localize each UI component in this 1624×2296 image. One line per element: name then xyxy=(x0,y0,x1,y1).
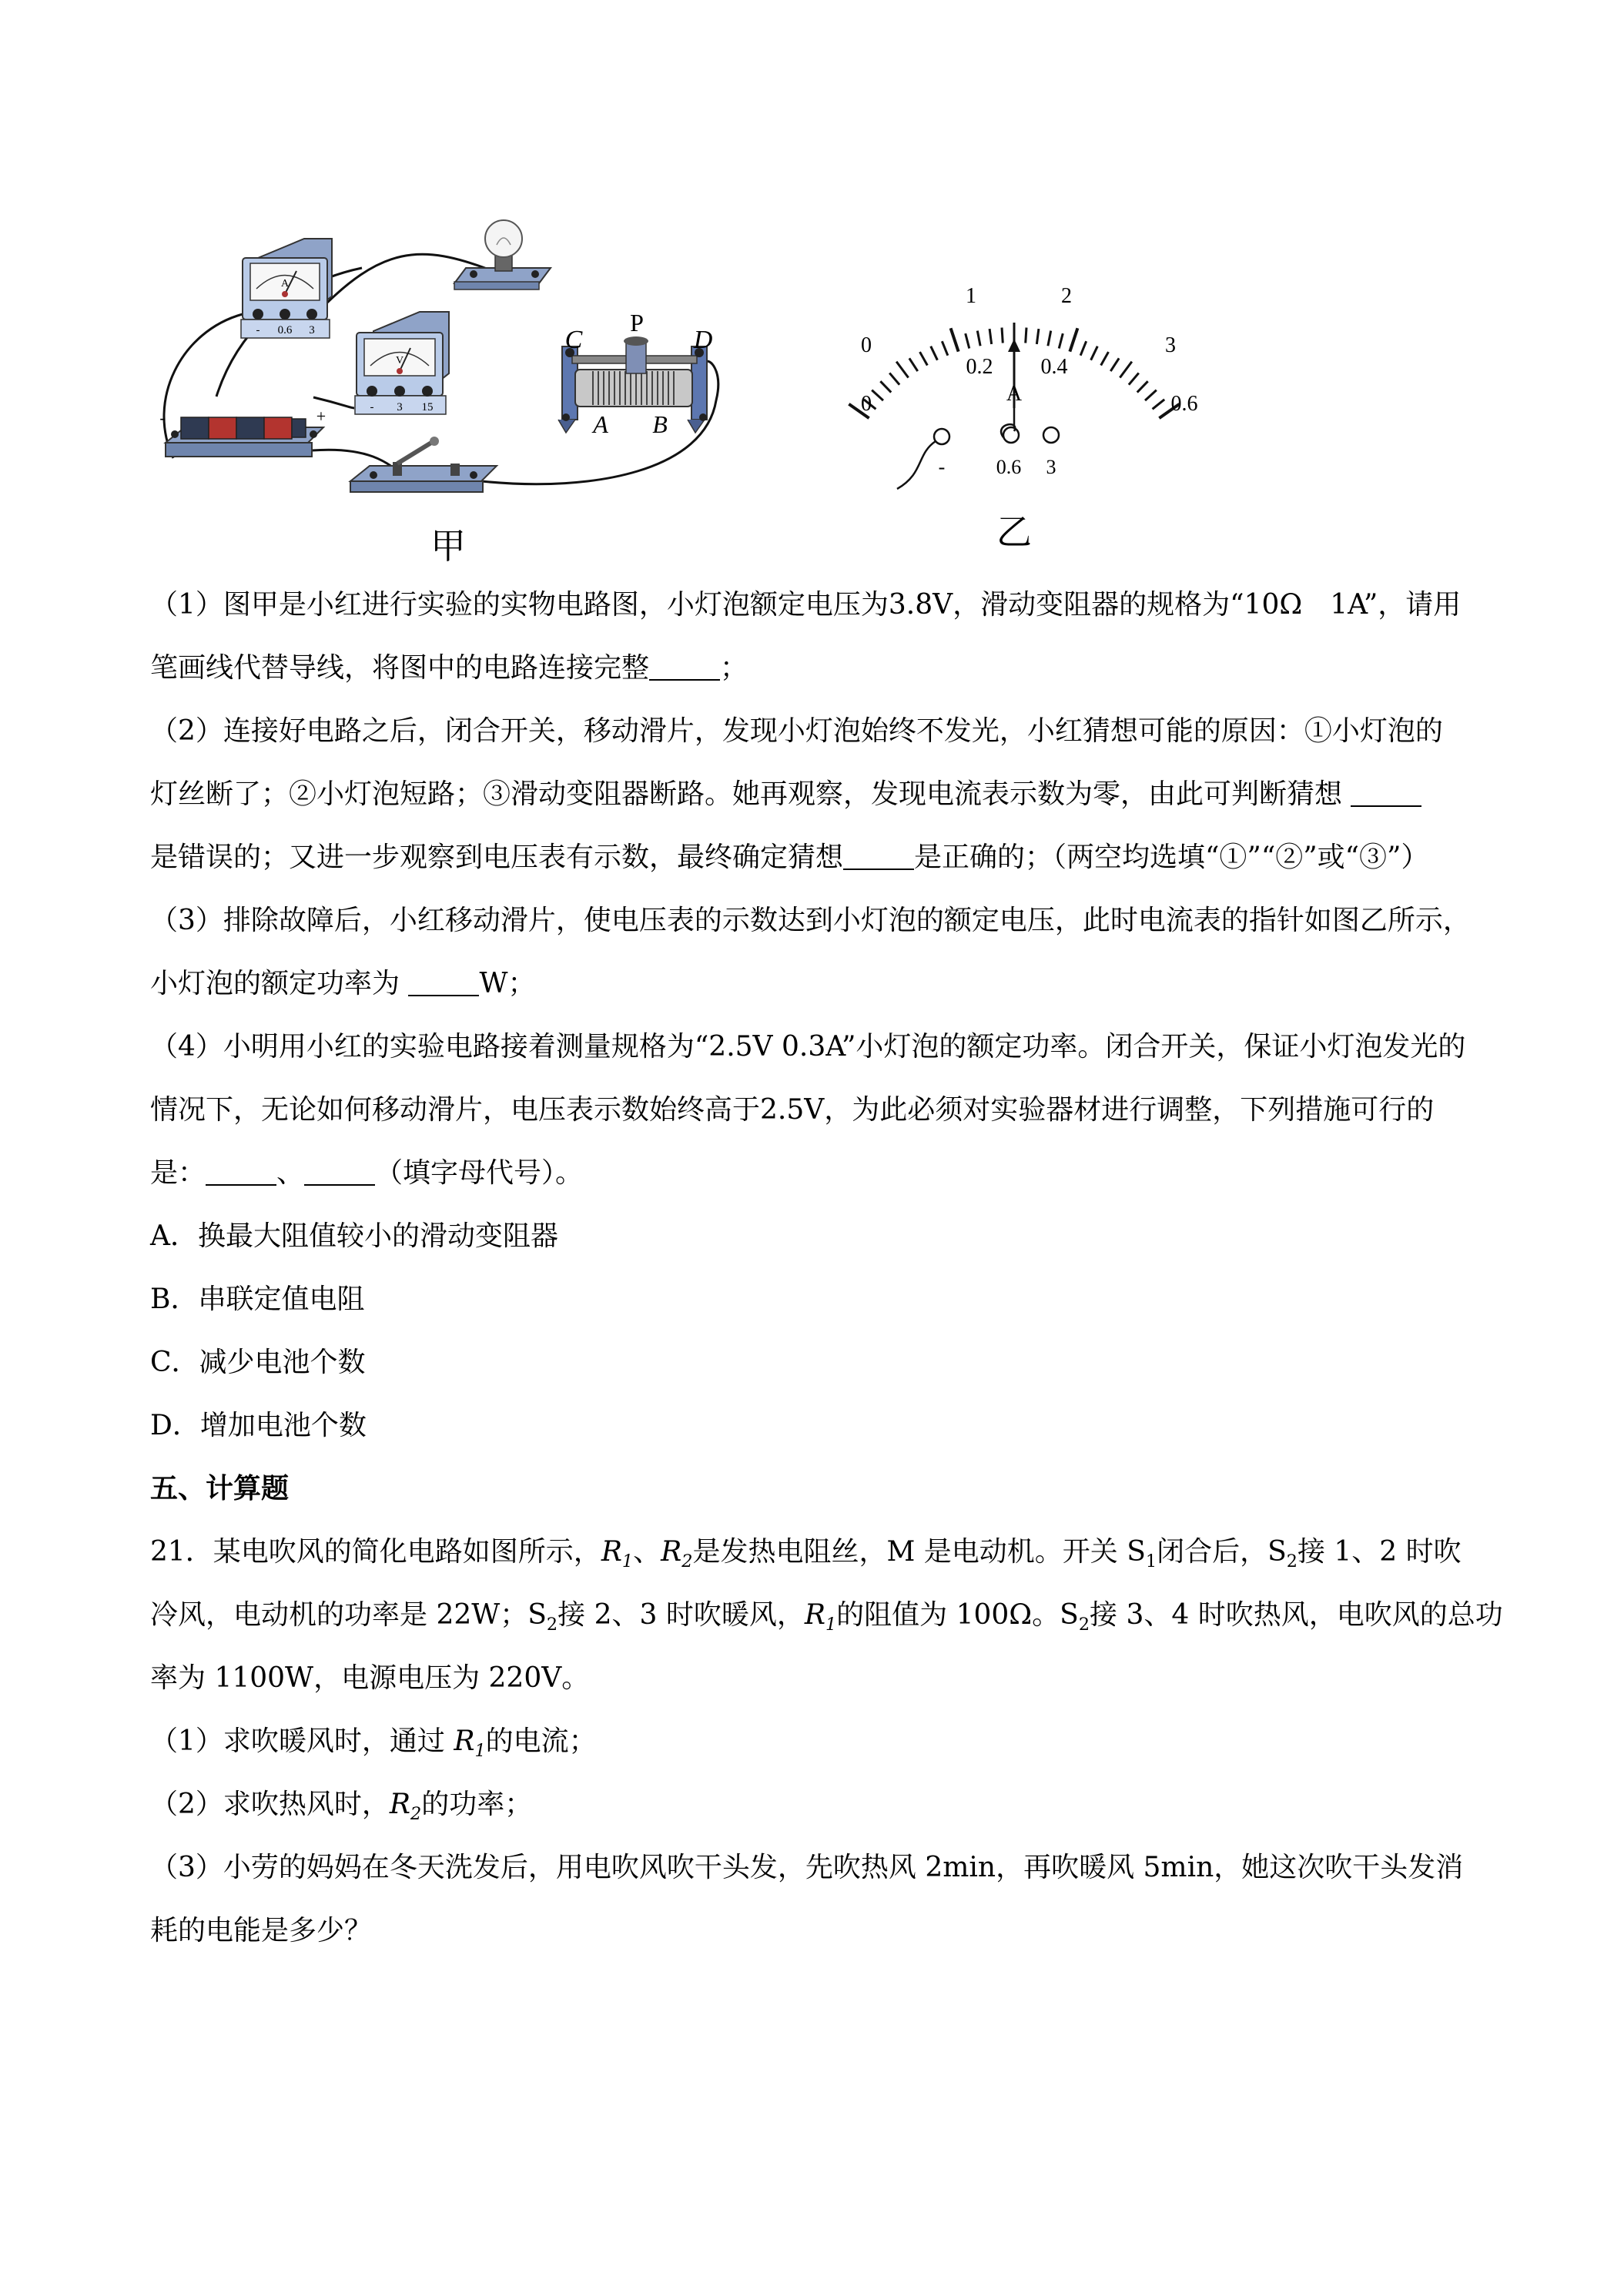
q20-part1-line2-text: 笔画线代替导线，将图中的电路连接完整 xyxy=(150,652,650,684)
q20-part2-line1: （2）连接好电路之后，闭合开关，移动滑片，发现小灯泡始终不发光，小红猜想可能的原因：①小灯泡的 xyxy=(150,715,1443,747)
dial-tick xyxy=(1137,381,1148,392)
q20-part4-line3-b: （填字母代号）。 xyxy=(375,1157,584,1189)
scale-top-1: 1 xyxy=(966,284,976,308)
dial-tick xyxy=(966,333,969,348)
voltmeter-terminal-15: 15 xyxy=(421,401,434,413)
battery-minus-label: - xyxy=(159,408,166,427)
scale-bottom-0: 0 xyxy=(861,392,872,416)
ammeter-symbol: A xyxy=(280,278,290,290)
q21-sub1-r-sub: 1 xyxy=(474,1741,486,1762)
dial-tick xyxy=(931,346,938,360)
dial-tick xyxy=(1048,331,1051,346)
rheostat-label-b: B xyxy=(652,410,668,438)
rheostat-label-c: C xyxy=(564,326,583,354)
q20-part1-line2 xyxy=(150,637,1475,700)
dial-tick xyxy=(942,341,947,356)
scale-bottom-0-2: 0.2 xyxy=(966,355,993,379)
scale-top-0: 0 xyxy=(861,333,872,357)
light-bulb xyxy=(454,220,551,290)
q21-l1-b: 是发热电阻丝，M 是电动机。开关 S xyxy=(692,1536,1146,1568)
q20-part3-line2-b: W； xyxy=(479,968,536,999)
rheostat-label-p: P xyxy=(630,309,644,336)
dial-tick xyxy=(977,331,980,346)
q20-part4-line2: 情况下，无论如何移动滑片，电压表示数始终高于2.5V，为此必须对实验器材进行调整，下列措施可行的 xyxy=(150,1094,1435,1126)
dial-terminal-minus: - xyxy=(938,456,946,478)
q20-part4-line1: （4）小明用小红的实验电路接着测量规格为“2.5V 0.3A”小灯泡的额定功率。闭合开关，保证小灯泡发光的 xyxy=(150,1031,1466,1063)
figure-yi-caption: 乙 xyxy=(996,511,1032,551)
dial-tick xyxy=(872,390,883,400)
q21-sub1 xyxy=(150,1710,1475,1773)
answer-blank-4[interactable] xyxy=(408,966,479,997)
q20-part3-line2-a: 小灯泡的额定功率为 xyxy=(150,968,409,999)
rheostat-label-d: D xyxy=(693,326,713,354)
q20-part2-line2-text: 灯丝断了；②小灯泡短路；③滑动变阻器断路。她再观察，发现电流表示数为零，由此可判断猜想 xyxy=(150,778,1351,810)
q21-line1 xyxy=(150,1521,1475,1584)
q20-part1-line1: （1）图甲是小红进行实验的实物电路图，小灯泡额定电压为3.8V，滑动变阻器的规格为“10Ω 1A”，请用 xyxy=(150,589,1462,621)
figure-jia-circuit xyxy=(150,216,843,570)
q21-l2-d: 接 3、4 时吹热风，电吹风的总功 xyxy=(1090,1599,1503,1631)
q20-part2-line3 xyxy=(150,826,1475,889)
rheostat-label-a: A xyxy=(593,410,608,438)
sliding-rheostat xyxy=(558,309,713,438)
dial-tick xyxy=(1036,329,1039,344)
q20-part1-line2-end: ； xyxy=(720,652,748,684)
dial-terminal-0-6: 0.6 xyxy=(996,456,1022,478)
q21-sub1-b: 的电流； xyxy=(485,1725,597,1757)
question-20-body xyxy=(150,574,1503,1963)
dial-tick xyxy=(1070,328,1077,351)
scale-bottom-0-6: 0.6 xyxy=(1170,392,1198,416)
q21-line3: 率为 1100W，电源电压为 220V。 xyxy=(150,1662,590,1694)
q21-l1-r1-sub: 1 xyxy=(621,1551,634,1572)
q21-sub2-r: R xyxy=(389,1789,411,1820)
q20-part3-line2 xyxy=(150,952,1475,1016)
q21-l1-r1: R xyxy=(601,1536,622,1568)
q21-l1-c: 闭合后，S xyxy=(1157,1536,1287,1568)
q20-part4-line3-sep: 、 xyxy=(276,1157,305,1189)
q21-sub3-line2: 耗的电能是多少？ xyxy=(150,1915,373,1946)
dial-tick xyxy=(951,328,959,351)
dial-terminals xyxy=(897,408,1059,489)
dial-pointer-head xyxy=(1008,339,1020,352)
section-5-heading: 五、计算题 xyxy=(150,1473,290,1504)
q21-l2-c: 的阻值为 100Ω。S xyxy=(836,1599,1079,1631)
voltmeter-terminal-minus: - xyxy=(370,401,374,413)
answer-blank-2[interactable] xyxy=(1351,777,1421,808)
q21-l2-s2-sub: 2 xyxy=(546,1615,558,1635)
option-c: C．减少电池个数 xyxy=(150,1347,366,1378)
dial-tick xyxy=(909,358,918,371)
q20-part3-line1: （3）排除故障后，小红移动滑片，使电压表的示数达到小灯泡的额定电压，此时电流表的指针如图乙所示， xyxy=(150,905,1471,936)
q21-sub1-a: （1）求吹暖风时，通过 xyxy=(150,1725,454,1757)
option-d: D．增加电池个数 xyxy=(150,1410,367,1441)
switch xyxy=(350,437,497,492)
dial-tick xyxy=(1059,333,1063,348)
dial-tick xyxy=(1110,358,1119,371)
dial-tick xyxy=(1153,400,1165,409)
scale-top-2: 2 xyxy=(1061,284,1072,308)
dial-meter-symbol: A xyxy=(1006,382,1023,406)
q21-l2-r1-sub: 1 xyxy=(825,1615,837,1635)
q20-part2-line3-a: 是错误的；又进一步观察到电压表有示数，最终确定猜想 xyxy=(150,842,844,873)
q21-sub1-r: R xyxy=(454,1725,475,1757)
figure-jia-caption: 甲 xyxy=(430,525,466,567)
q21-l1-s1-sub: 1 xyxy=(1145,1551,1157,1572)
ammeter-terminal-3: 3 xyxy=(309,324,315,336)
battery-plus-label: + xyxy=(316,407,326,426)
q21-l2-r1: R xyxy=(804,1599,825,1631)
q21-l1-sep: 、 xyxy=(633,1536,661,1568)
dial-tick xyxy=(1145,390,1157,400)
dial-tick xyxy=(896,362,909,378)
answer-blank-6[interactable] xyxy=(304,1156,375,1186)
dial-tick xyxy=(989,329,992,344)
answer-blank-3[interactable] xyxy=(843,840,914,871)
dial-tick xyxy=(1091,346,1098,360)
dial-tick xyxy=(1101,352,1109,365)
q21-sub2 xyxy=(150,1773,1475,1836)
q21-sub2-r-sub: 2 xyxy=(410,1804,422,1825)
q21-sub2-b: 的功率； xyxy=(421,1789,533,1820)
ammeter xyxy=(241,239,332,338)
voltmeter-symbol: V xyxy=(395,355,404,366)
q21-l2-s2-sub-b: 2 xyxy=(1078,1615,1090,1635)
q21-l1-r2: R xyxy=(661,1536,682,1568)
scale-top-3: 3 xyxy=(1165,333,1176,357)
dial-tick xyxy=(880,381,891,392)
voltmeter-terminal-3: 3 xyxy=(397,401,403,413)
dial-tick xyxy=(1129,373,1139,384)
q20-part4-line3 xyxy=(150,1142,1475,1205)
dial-tick xyxy=(889,373,899,384)
answer-blank-1[interactable] xyxy=(649,651,720,681)
ammeter-terminal-minus: - xyxy=(256,324,260,336)
q21-l1-r2-sub: 2 xyxy=(681,1551,693,1572)
q20-part4-line3-a: 是： xyxy=(150,1157,206,1189)
q20-part2-line3-b: 是正确的；（两空均选填“①”“②”或“③”） xyxy=(914,842,1429,873)
scale-bottom-0-4: 0.4 xyxy=(1040,355,1068,379)
q21-l1-s2-sub: 2 xyxy=(1286,1551,1298,1572)
q20-part2-line2 xyxy=(150,763,1475,826)
q21-l1-d: 接 1、2 时吹 xyxy=(1297,1536,1462,1568)
dial-tick xyxy=(920,352,928,365)
battery-pack xyxy=(159,407,326,457)
q21-sub3-line1: （3）小劳的妈妈在冬天洗发后，用电吹风吹干头发，先吹热风 2min，再吹暖风 5min，她这次吹干头发消 xyxy=(150,1852,1464,1883)
option-b: B．串联定值电阻 xyxy=(150,1284,365,1315)
voltmeter xyxy=(355,312,449,414)
option-a: A．换最大阻值较小的滑动变阻器 xyxy=(150,1220,558,1252)
q21-sub2-a: （2）求吹热风时， xyxy=(150,1789,390,1820)
q21-l2-a: 冷风，电动机的功率是 22W；S xyxy=(150,1599,547,1631)
dial-terminal-3: 3 xyxy=(1046,456,1056,478)
q21-l2-b: 接 2、3 时吹暖风， xyxy=(558,1599,805,1631)
q21-line2 xyxy=(150,1584,1503,1647)
ammeter-terminal-0-6: 0.6 xyxy=(277,324,293,336)
dial-tick xyxy=(1120,362,1132,378)
dial-tick xyxy=(1080,341,1086,356)
q21-l1-a: 21．某电吹风的简化电路如图所示， xyxy=(150,1536,601,1568)
figure-yi-ammeter-dial xyxy=(843,266,1228,551)
dial-tick xyxy=(1002,328,1003,343)
answer-blank-5[interactable] xyxy=(206,1156,276,1186)
